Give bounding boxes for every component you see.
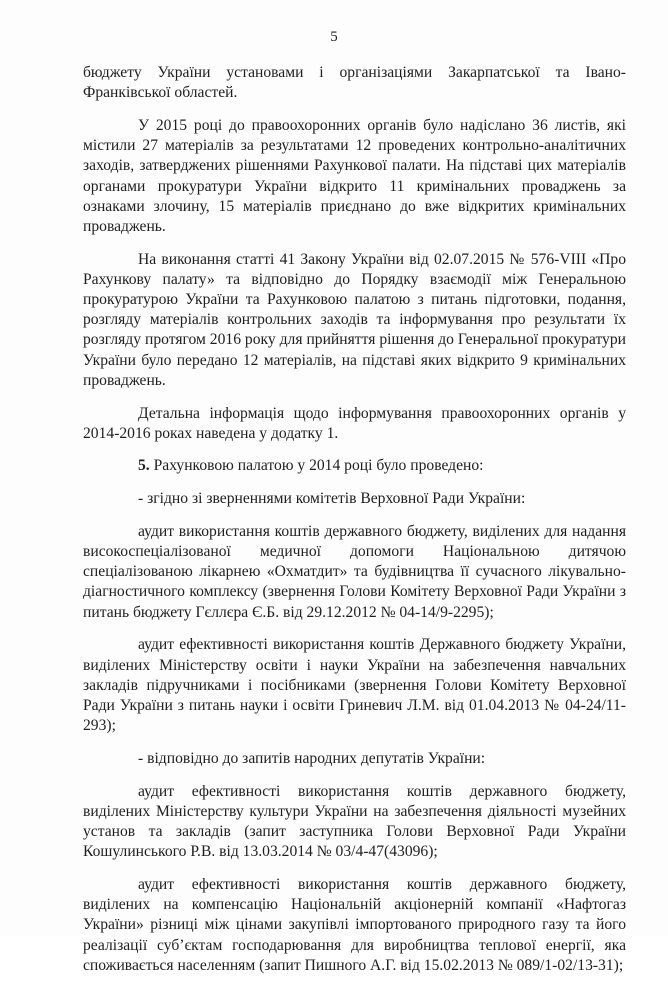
section-5-heading <box>83 456 626 476</box>
section-5-text: Рахунковою палатою у 2014 році було проведено: <box>149 457 484 475</box>
paragraph-2015-letters: У 2015 році до правоохоронних органів було надіслано 36 листів, які містили 27 матеріалів за результатами 12 проведених контрольно-аналітичних заходів, затверджених рішеннями Рахункової палати. На підставі цих матеріалів органами прокуратури України відкрито 11 кримінальних проваджень за ознаками злочину, 15 матеріалів приєднано до вже відкритих кримінальних проваджень. <box>83 116 626 235</box>
paragraph-audit-okhmatdyt: аудит використання коштів державного бюджету, виділених для надання високоспеціалізованої медичної допомоги Національною дитячою спеціалізованою лікарнею «Охматдит» та будівництва її сучасного лікувально-діагностичного комплексу (звернення Голови Комітету Верховної Ради України з питань бюджету Гєллєра Є.Б. від 29.12.2012 № 04-14/9-2295); <box>83 522 626 621</box>
paragraph-audit-museums: аудит ефективності використання коштів державного бюджету, виділених Міністерству культури України на забезпечення діяльності музейних установ та закладів (запит заступника Голови Верховної Ради України Кошулинського Р.В. від 13.03.2014 № 03/4-47(43096); <box>83 782 626 861</box>
paragraph-deputy-requests: - відповідно до запитів народних депутатів України: <box>138 749 486 767</box>
paragraph-committee-requests: - згідно зі зверненнями комітетів Верховної Ради України: <box>138 490 526 508</box>
paragraph-detailed-info: Детальна інформація щодо інформування правоохоронних органів у 2014-2016 роках наведена у додатку 1. <box>83 404 626 442</box>
paragraph-audit-textbooks: аудит ефективності використання коштів Державного бюджету України, виділених Міністерству освіти і науки України на забезпечення навчальних закладів підручниками і посібниками (звернення Голови Комітету Верховної Ради України з питань науки і освіти Гриневич Л.М. від 01.04.2013 № 04-24/11-293); <box>83 636 626 735</box>
paragraph-article-41: На виконання статті 41 Закону України від 02.07.2015 № 576-VIII «Про Рахункову палату» та відповідно до Порядку взаємодії між Генеральною прокуратурою України та Рахунковою палатою з питань підготовки, подання, розгляду матеріалів контрольних заходів та інформування про результати їх розгляду протягом 2016 року для прийняття рішення до Генеральної прокуратури України було передано 12 матеріалів, на підставі яких відкрито 9 кримінальних проваджень. <box>83 250 626 389</box>
section-number: 5. <box>138 457 150 475</box>
document-body <box>83 63 626 988</box>
paragraph-budget-regions: бюджету України установами і організаціями Закарпатської та Івано-Франківської областей. <box>83 64 626 102</box>
page-number: 5 <box>330 29 338 45</box>
paragraph-audit-naftogaz: аудит ефективності використання коштів державного бюджету, виділених на компенсацію Національній акціонерній компанії «Нафтогаз України» різниці між цінами закупівлі імпортованого природного газу та його реалізації суб’єктам господарювання для виробництва теплової енергії, яка споживається населенням (запит Пишного А.Г. від 15.02.2013 № 089/1-02/13-31); <box>83 875 626 974</box>
